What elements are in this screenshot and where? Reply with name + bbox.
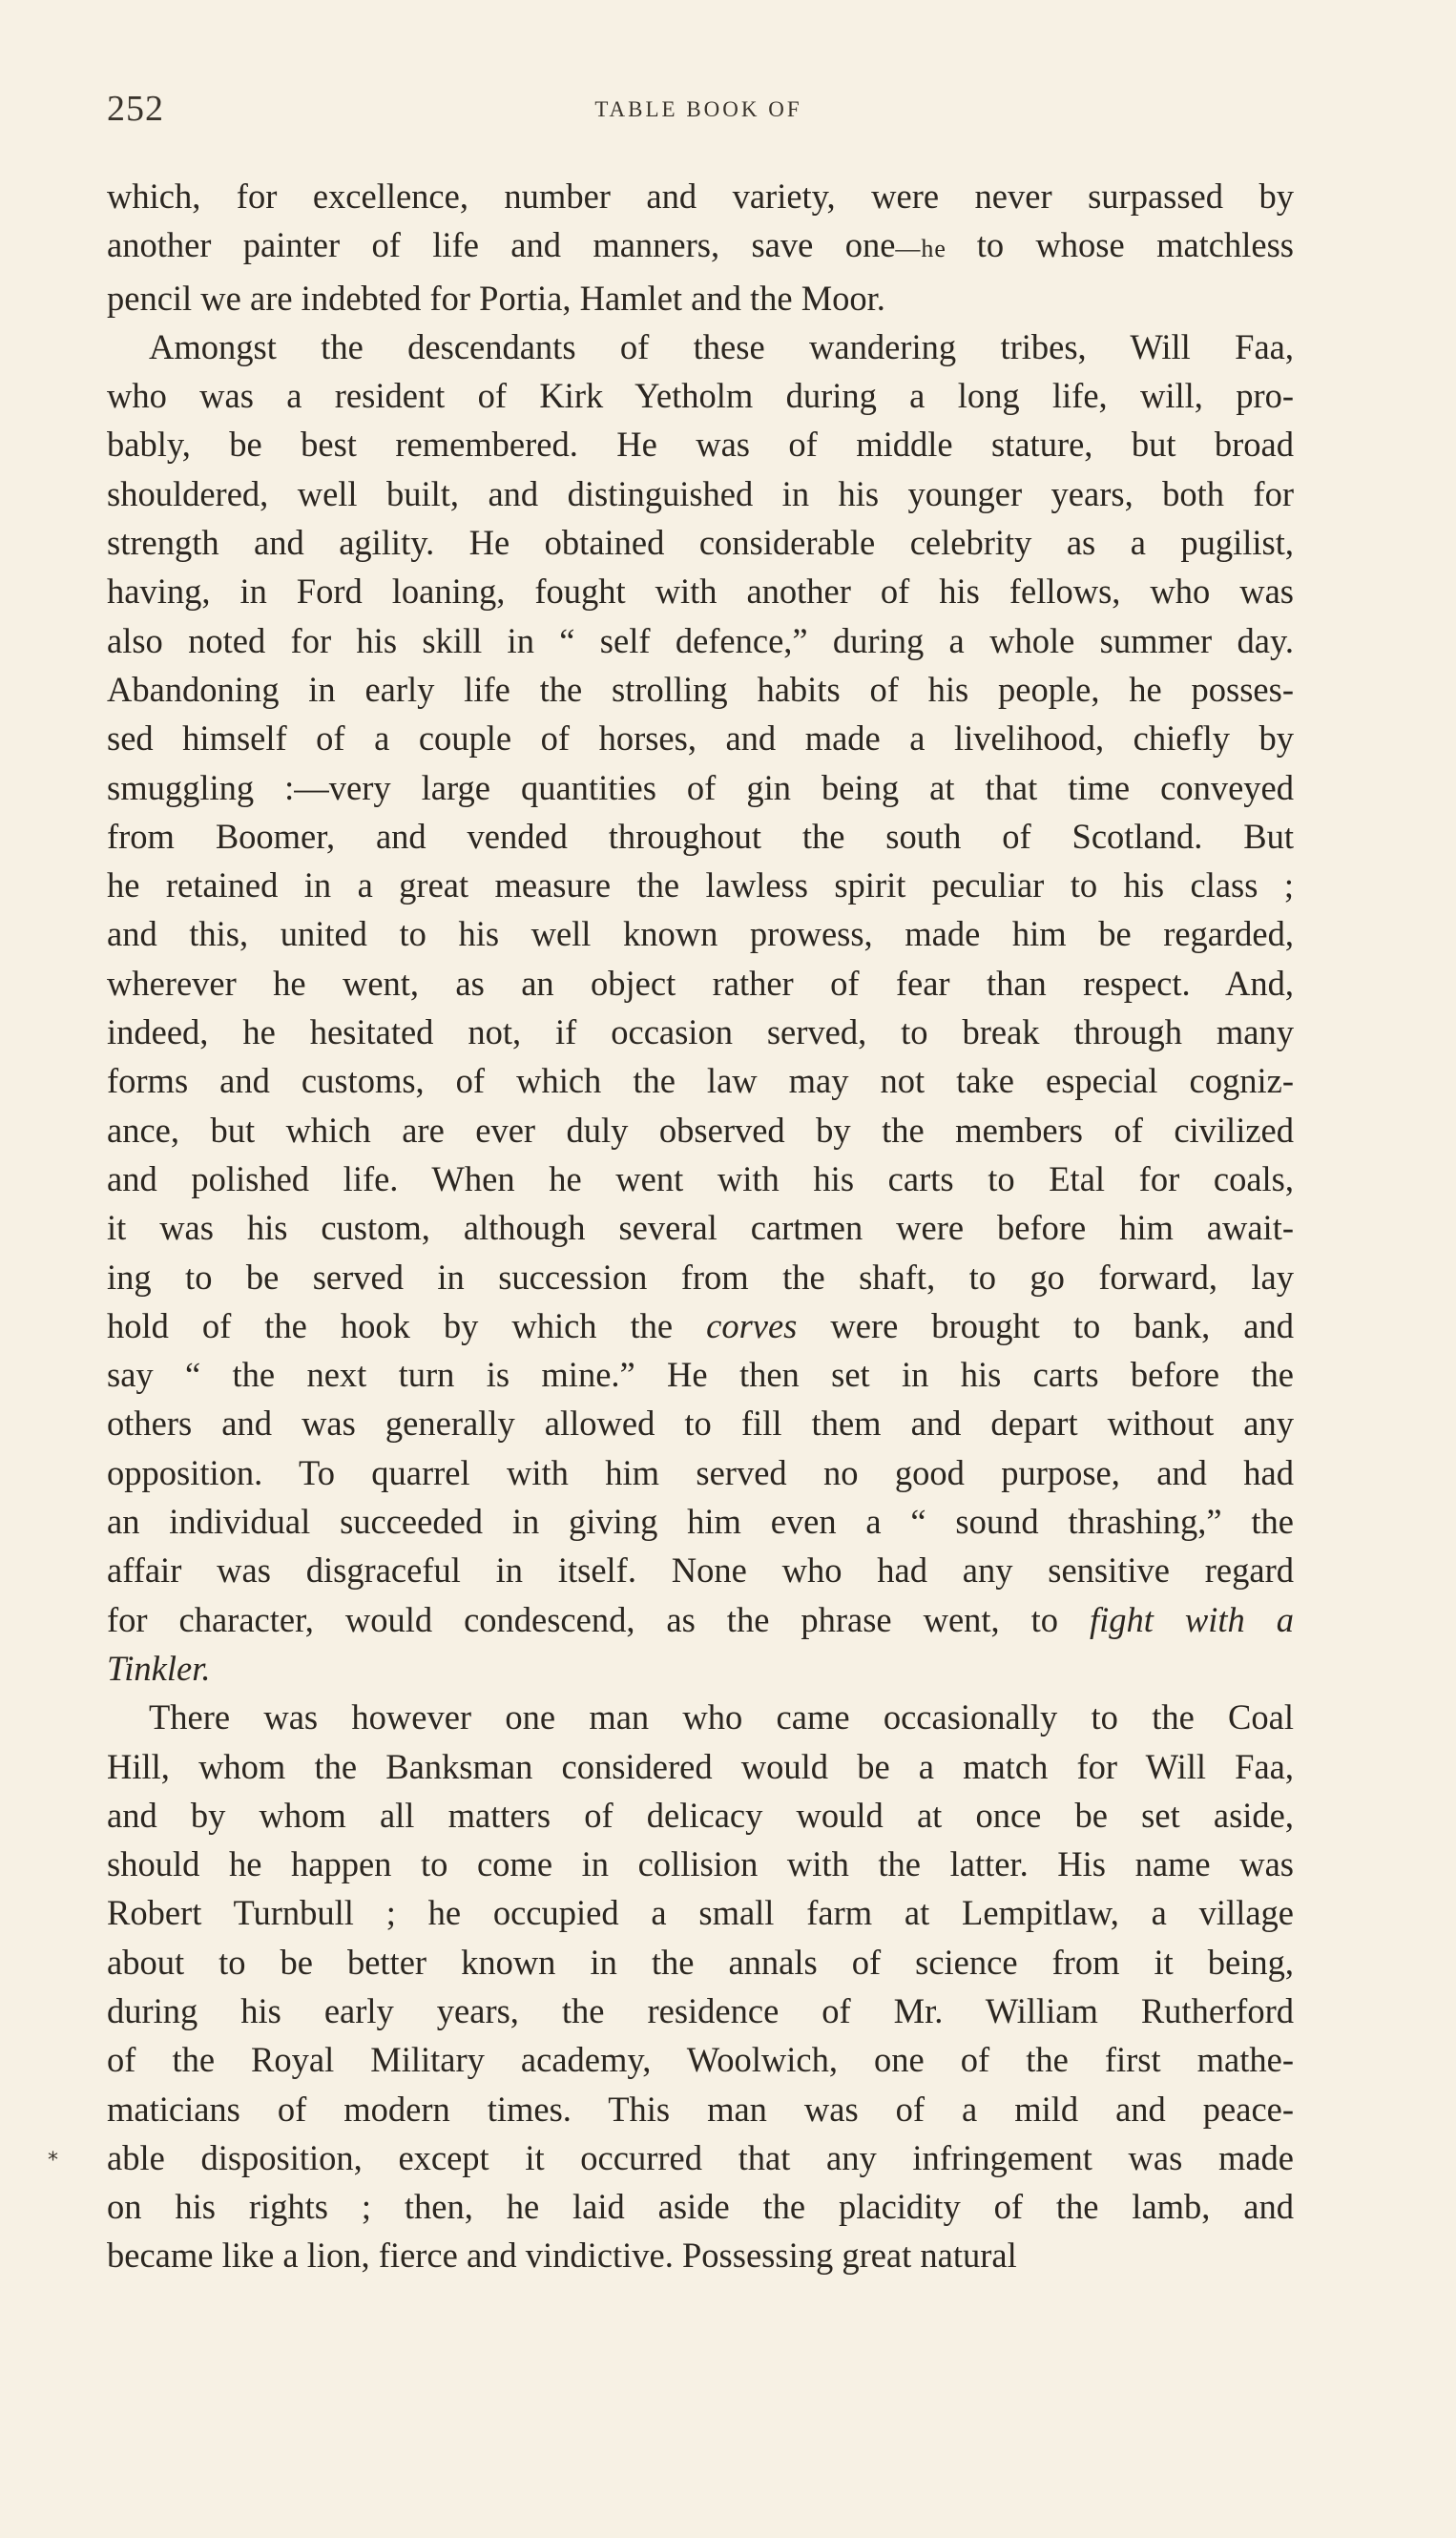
- text-line: became like a lion, fierce and vindictive. Possessing great natural: [107, 2236, 1017, 2276]
- text-line: shouldered, well built, and distinguished in his younger years, both for: [107, 473, 1294, 513]
- text-line: during his early years, the residence of Mr. William Rutherford: [107, 1990, 1294, 2030]
- text-line: he retained in a great measure the lawless spirit peculiar to his class ;: [107, 865, 1294, 905]
- text-line: for character, would condescend, as the phrase went, to fight with a: [107, 1599, 1294, 1639]
- margin-mark: *: [48, 2149, 58, 2173]
- text-line: able disposition, except it occurred that any infringement was made: [107, 2137, 1294, 2177]
- paragraph: [107, 172, 1294, 322]
- text-line: hold of the hook by which the corves were brought to bank, and: [107, 1305, 1294, 1345]
- text-line: say “ the next turn is mine.” He then set in his carts before the: [107, 1355, 1294, 1395]
- text-line: of the Royal Military academy, Woolwich, one of the first mathe-: [107, 2040, 1294, 2080]
- text-line: should he happen to come in collision with the latter. His name was: [107, 1844, 1294, 1884]
- page-header: [107, 88, 1290, 145]
- text-line: an individual succeeded in giving him even a “ sound thrashing,” the: [107, 1502, 1294, 1542]
- text-line: having, in Ford loaning, fought with another of his fellows, who was: [107, 572, 1294, 612]
- text-line: on his rights ; then, he laid aside the placidity of the lamb, and: [107, 2187, 1294, 2227]
- paragraph: [107, 322, 1294, 1693]
- text-line: and this, united to his well known prowess, made him be regarded,: [107, 914, 1294, 954]
- text-line: ing to be served in succession from the shaft, to go forward, lay: [107, 1257, 1294, 1297]
- text-line: Hill, whom the Banksman considered would be a match for Will Faa,: [107, 1746, 1294, 1786]
- text-line: also noted for his skill in “ self defence,” during a whole summer day.: [107, 620, 1294, 660]
- text-line: and polished life. When he went with his carts to Etal for coals,: [107, 1158, 1294, 1198]
- text-line: pencil we are indebted for Portia, Hamlet and the Moor.: [107, 278, 885, 318]
- text-line: Robert Turnbull ; he occupied a small farm at Lempitlaw, a village: [107, 1893, 1294, 1933]
- text-line: Amongst the descendants of these wandering tribes, Will Faa,: [149, 326, 1294, 366]
- text-line: ance, but which are ever duly observed by the members of civilized: [107, 1110, 1294, 1150]
- text-line: opposition. To quarrel with him served no good purpose, and had: [107, 1452, 1294, 1492]
- text-line: maticians of modern times. This man was of a mild and peace-: [107, 2089, 1294, 2129]
- text-line: strength and agility. He obtained considerable celebrity as a pugilist,: [107, 523, 1294, 563]
- running-title: TABLE BOOK OF: [594, 97, 802, 121]
- body-text: [107, 172, 1294, 2280]
- text-line: another painter of life and manners, save one—he to whose matchless: [107, 225, 1294, 265]
- text-line: it was his custom, although several cartmen were before him await-: [107, 1208, 1294, 1248]
- text-line: and by whom all matters of delicacy would at once be set aside,: [107, 1795, 1294, 1835]
- text-line: others and was generally allowed to fill them and depart without any: [107, 1404, 1294, 1444]
- page-number: 252: [107, 89, 164, 129]
- text-line: affair was disgraceful in itself. None who had any sensitive regard: [107, 1550, 1294, 1591]
- text-line: which, for excellence, number and variety, were never surpassed by: [107, 177, 1294, 216]
- paragraph: [107, 1693, 1294, 2280]
- text-line: sed himself of a couple of horses, and made a livelihood, chiefly by: [107, 718, 1294, 759]
- text-line: wherever he went, as an object rather of fear than respect. And,: [107, 963, 1294, 1003]
- text-line: from Boomer, and vended throughout the south of Scotland. But: [107, 816, 1294, 856]
- text-line: bably, be best remembered. He was of middle stature, but broad: [107, 425, 1294, 465]
- text-line: Tinkler.: [107, 1648, 211, 1688]
- text-line: forms and customs, of which the law may not take especial cogniz-: [107, 1061, 1294, 1101]
- text-line: smuggling :—very large quantities of gin being at that time conveyed: [107, 767, 1294, 807]
- text-line: Abandoning in early life the strolling habits of his people, he posses-: [107, 669, 1294, 709]
- text-line: who was a resident of Kirk Yetholm during a long life, will, pro-: [107, 376, 1294, 416]
- text-line: about to be better known in the annals of science from it being,: [107, 1942, 1294, 1982]
- text-line: There was however one man who came occasionally to the Coal: [149, 1697, 1294, 1737]
- text-line: indeed, he hesitated not, if occasion served, to break through many: [107, 1012, 1294, 1052]
